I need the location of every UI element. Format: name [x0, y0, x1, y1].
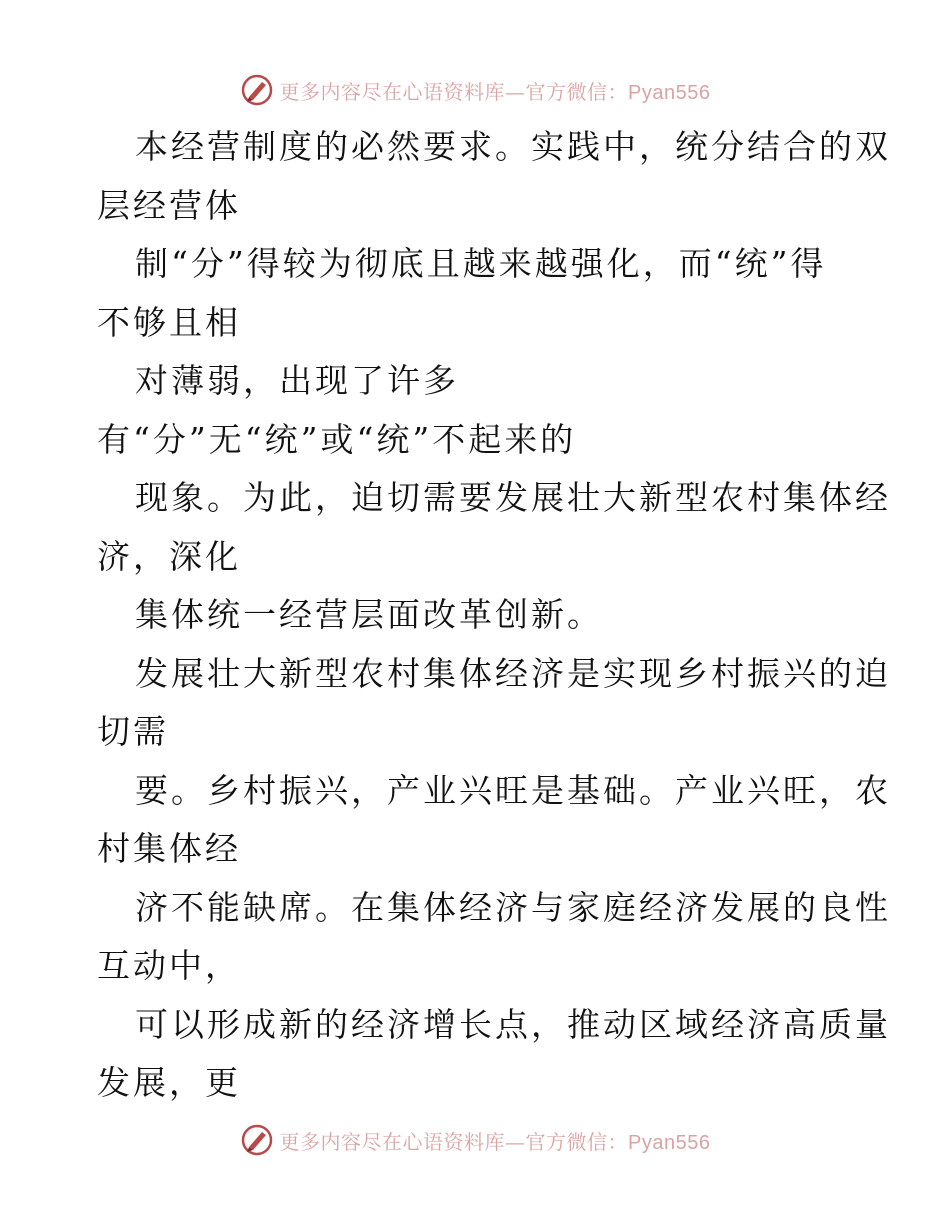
text-line: 切需 — [97, 712, 169, 751]
pen-logo-icon — [240, 1123, 274, 1157]
text-line: 制“分”得较为彻底且越来越强化，而“统”得 — [135, 244, 827, 283]
text-line: 互动中， — [97, 946, 241, 985]
text-line: 济不能缺席。在集体经济与家庭经济发展的良性 — [135, 887, 891, 927]
banner-label: 更多内容尽在心语资料库—官方微信： — [279, 1129, 629, 1154]
text-line: 现象。为此，迫切需要发展壮大新型农村集体经 — [135, 478, 891, 517]
text-line: 集体统一经营层面改革创新。 — [135, 595, 603, 634]
banner-text — [280, 1126, 711, 1155]
text-line: 可以形成新的经济增长点，推动区域经济高质量 — [135, 1004, 891, 1044]
text-line: 村集体经 — [97, 829, 241, 868]
text-line: 有“分”无“统”或“统”不起来的 — [97, 419, 577, 459]
wechat-handle: Pyan556 — [628, 1131, 711, 1154]
header-banner — [0, 70, 950, 110]
banner-text — [280, 76, 711, 105]
text-line: 发展壮大新型农村集体经济是实现乡村振兴的迫 — [135, 653, 891, 693]
footer-banner — [0, 1120, 950, 1160]
wechat-handle: Pyan556 — [628, 81, 711, 104]
text-line: 不够且相 — [97, 302, 241, 342]
text-line: 本经营制度的必然要求。实践中，统分结合的双 — [135, 127, 891, 166]
text-line: 层经营体 — [97, 185, 241, 225]
document-body — [97, 118, 891, 1113]
text-line: 济，深化 — [97, 536, 241, 576]
banner-label: 更多内容尽在心语资料库—官方微信： — [279, 79, 629, 104]
text-line: 对薄弱，出现了许多 — [135, 361, 459, 400]
pen-logo-icon — [240, 73, 274, 107]
text-line: 发展，更 — [97, 1063, 241, 1102]
text-line: 要。乡村振兴，产业兴旺是基础。产业兴旺，农 — [135, 770, 891, 810]
